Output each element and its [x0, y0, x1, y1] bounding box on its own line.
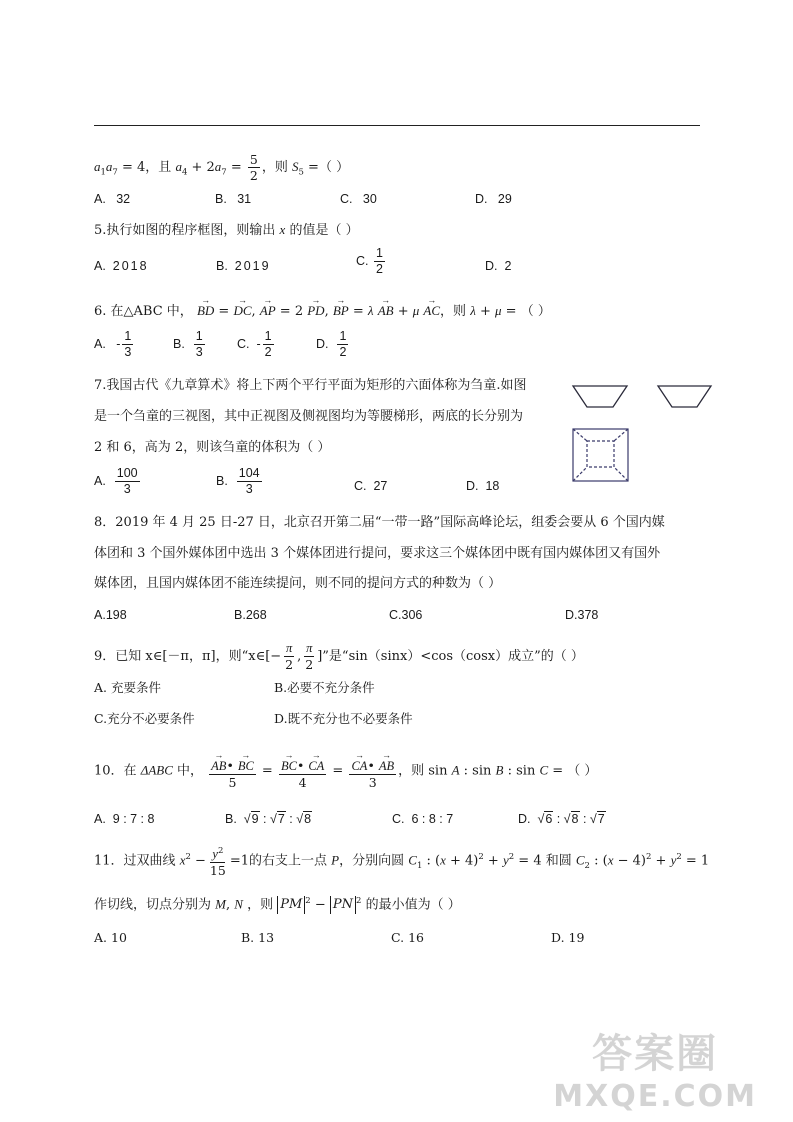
- q10-stem: 10．在 ΔABC 中， → $\frac{AB• \to BC}{5}$ = → $\frac{BC• \to CA}{4}$ = → $\frac{CA• \to AB}{3}$ ，则 sin A : sin B : sin C = （ ）: [94, 752, 597, 790]
- q10-option-b: B. √9 : √7 : √8: [225, 812, 312, 826]
- q9-option-d: D.既不充分也不必要条件: [274, 711, 413, 726]
- q6-option-a: A. - $\frac{1}{3}$: [94, 329, 132, 359]
- top-view: [573, 429, 628, 481]
- q4-option-a: A. 32: [94, 192, 131, 206]
- q9-stem: 9．已知 x∈[－π，π]，则“x∈[− $\frac{\pi}{2}$ , $\frac{\pi}{2}$ ]”是“sin（sinx）<cos（cosx）成立”的（ ）: [94, 641, 584, 672]
- three-view-figure: [570, 383, 715, 485]
- q8-line-3: 媒体团，且国内媒体团不能连续提问，则不同的提问方式的种数为（ ）: [94, 576, 502, 591]
- q6-stem: 6. 在△ABC 中， → BD = → DC, → AP = 2 → PD, → BP = λ → AB + μ → AC，则 λ + μ = （ ）: [94, 302, 551, 321]
- q11-option-c: C. 16: [391, 930, 424, 945]
- q7-option-d: D. 18: [466, 479, 500, 493]
- q4-fraction: $\frac{5}{2}$: [249, 152, 258, 183]
- header-rule: [94, 125, 700, 126]
- q10-option-d: D. √6 : √8 : √7: [518, 812, 605, 826]
- q5-option-d: D. 2: [485, 259, 512, 273]
- q5-stem: 5.执行如图的程序框图，则输出 x 的值是（ ）: [94, 222, 359, 238]
- q9-option-a: A. 充要条件: [94, 680, 162, 695]
- watermark-logo: 答案圈: [592, 1031, 719, 1077]
- q8-line-1: 8．2019 年 4 月 25 日-27 日，北京召开第二届“一带一路”国际高峰论坛，组委会要从 6 个国内媒: [94, 515, 665, 530]
- q9-option-c: C.充分不必要条件: [94, 711, 195, 726]
- q6-option-c: C. - $\frac{1}{2}$: [237, 329, 272, 359]
- q5-option-b: B. 2019: [216, 259, 271, 273]
- q7-line-1: 7.我国古代《九章算术》将上下两个平行平面为矩形的六面体称为刍童.如图: [94, 378, 527, 393]
- q10-option-a: A. 9 : 7 : 8: [94, 812, 155, 826]
- q8-option-d: D.378: [565, 608, 599, 622]
- front-view: [573, 386, 627, 407]
- q8-option-c: C.306: [389, 608, 423, 622]
- q6-option-d: D. $\frac{1}{2}$: [316, 329, 347, 359]
- q5-option-a: A. 2018: [94, 259, 149, 273]
- q7-option-c: C. 27: [354, 479, 388, 493]
- q10-option-c: C. 6 : 8 : 7: [392, 812, 454, 826]
- q6-option-b: B. $\frac{1}{3}$: [173, 329, 203, 359]
- watermark-url: MXQE.COM: [553, 1079, 757, 1114]
- q4-option-d: D. 29: [475, 192, 512, 206]
- q7-line-2: 是一个刍童的三视图，其中正视图及侧视图均为等腰梯形，两底的长分别为: [94, 409, 524, 424]
- q7-option-b: B. $\frac{104}{3}$: [216, 466, 260, 496]
- watermark: [553, 1022, 757, 1114]
- q8-option-b: B.268: [234, 608, 267, 622]
- q5-option-c: C. $\frac{1}{2}$: [356, 246, 383, 276]
- side-view: [658, 386, 711, 407]
- q8-option-a: A.198: [94, 608, 127, 622]
- q11-option-d: D. 19: [551, 930, 585, 945]
- q11-stem-line-1: 11．过双曲线 $x^2$ − $\frac{y^2}{15}$ =1的右支上一点 P，分别向圆 $C_1$ : $(x + 4)^2 + y^2 = 4$ 和圆 $C_2$ : $(x - 4)^2 + y^2 = 1$: [94, 845, 710, 878]
- q4-option-c: C. 30: [340, 192, 377, 206]
- q4-option-b: B. 31: [215, 192, 252, 206]
- q8-line-2: 体团和 3 个国外媒体团中选出 3 个媒体团进行提问，要求这三个媒体团中既有国内媒体团又有国外: [94, 546, 661, 561]
- q11-stem-line-2: 作切线，切点分别为 M, N ，则 PM $^2$ − PN $^2$ 的最小值为（ ）: [94, 896, 461, 913]
- q4-stem: $a_1a_7 = 4$，且 $a_4 + 2a_7$ = $\frac{5}{2}$ ，则 $S_5$ =（ ）: [94, 152, 350, 183]
- q7-line-3: 2 和 6，高为 2，则该刍童的体积为（ ）: [94, 440, 331, 455]
- q7-option-a: A. $\frac{100}{3}$: [94, 466, 138, 496]
- q11-option-a: A. 10: [94, 930, 127, 945]
- q11-option-b: B. 13: [241, 930, 275, 945]
- q9-option-b: B.必要不充分条件: [274, 680, 375, 695]
